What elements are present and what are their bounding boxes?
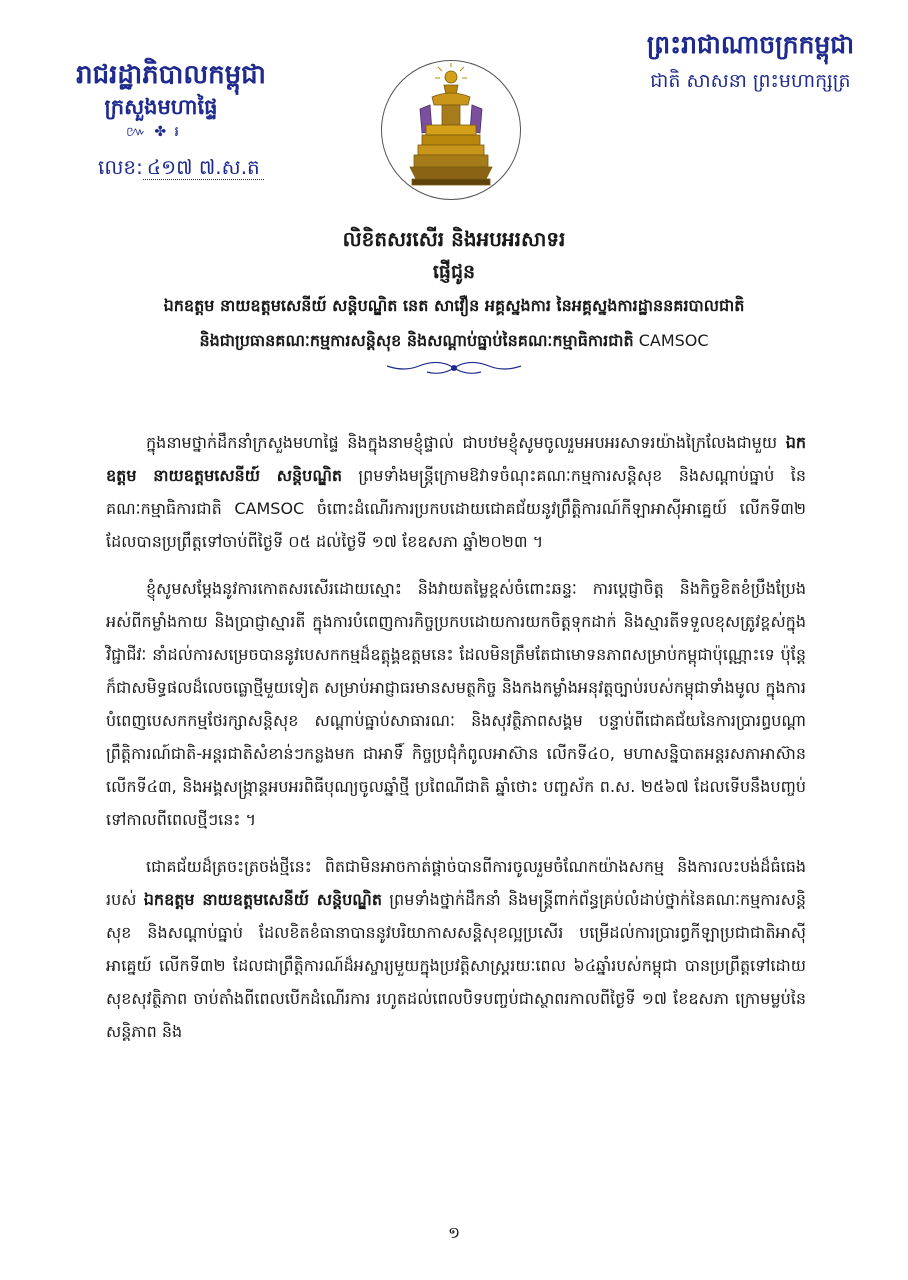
reference-value: ៤១៧ ៧.ស.ត <box>143 155 264 180</box>
government-name: រាជរដ្ឋាភិបាលកម្ពុជា <box>76 60 266 90</box>
title-recipient: ឯកឧត្តម នាយឧត្តមសេនីយ៍ សន្តិបណ្ឌិត នេត សាវឿន អគ្គស្នងការ នៃអគ្គស្នងការដ្ឋាននគរបាលជាតិ <box>163 296 745 315</box>
paragraph-appreciation: ខ្ញុំសូមសម្តែងនូវការកោតសរសើរដោយស្មោះ និងវាយតម្លៃខ្ពស់ចំពោះឆន្ទៈ ការប្តេជ្ញាចិត្ត និងកិច្ចខិតខំប្រឹងប្រែងអស់ពីកម្លាំងកាយ និងប្រាជ្ញាស្មារតី ក្នុងការបំពេញការកិច្ចប្រកបដោយការយកចិត្តទុកដាក់ និងស្មារតីទទួលខុសត្រូវខ្ពស់ក្នុងវិជ្ជាជីវៈ នាំដល់ការសម្រេចបាននូវបេសកកម្មដ៏ឧត្តុង្គឧត្តមនេះ ដែលមិនត្រឹមតែជាមោទនភាពសម្រាប់កម្ពុជាប៉ុណ្ណោះទេ ប៉ុន្តែក៏ជាសមិទ្ធផលដ៏លេចធ្លោថ្មីមួយទៀត សម្រាប់អាជ្ញាធរមានសមត្ថកិច្ច និងកងកម្លាំងអនុវត្តច្បាប់របស់កម្ពុជាទាំងមូល ក្នុងការបំពេញបេសកកម្មថែរក្សាសន្តិសុខ សណ្តាប់ធ្នាប់សាធារណៈ និងសុវត្ថិភាពសង្គម បន្ទាប់ពីជោគជ័យនៃការប្រារព្ធបណ្តាព្រឹត្តិការណ៍ជាតិ-អន្តរជាតិសំខាន់ៗកន្លងមក ជាអាទិ៍ កិច្ចប្រជុំកំពូលអាស៊ាន លើកទី៤០, មហាសន្និបាតអន្តរសភាអាស៊ាន លើកទី៤៣, និងអង្គសង្ក្រាន្តអបអរពិធីបុណ្យចូលឆ្នាំថ្មី ប្រពៃណីជាតិ ឆ្នាំថោះ បញ្ចស័ក ព.ស. ២៥៦៧ ដែលទើបនឹងបញ្ចប់ទៅកាលពីពេលថ្មីៗនេះ ។ <box>106 579 806 829</box>
ministry-header <box>56 58 306 142</box>
letter-title <box>60 222 848 358</box>
paragraph-success <box>106 850 806 1048</box>
reference-number <box>98 152 264 182</box>
title-addressed-to: ផ្ញើជូន <box>432 261 476 283</box>
letter-body <box>106 426 806 1062</box>
header-ornament: ៚ ✤ ៛ <box>126 124 181 140</box>
p1-text-end: ព្រមទាំងមន្ត្រីក្រោមឱវាទចំណុះគណៈកម្មការសន្តិសុខ និងសណ្តាប់ធ្នាប់ នៃគណៈកម្មាធិការជាតិ CAMSOC ចំពោះដំណើរការប្រកបដោយជោគជ័យនូវព្រឹត្តិការណ៍កីឡាអាស៊ីអាគ្នេយ៍ លើកទី៣២ ដែលបានប្រព្រឹត្តទៅចាប់ពីថ្ងៃទី ០៥ ដល់ថ្ងៃទី ១៧ ខែឧសភា ឆ្នាំ២០២៣ ។ <box>106 466 806 551</box>
ministry-name: ក្រសួងមហាផ្ទៃ <box>104 95 218 119</box>
paragraph-congratulations <box>106 426 806 558</box>
p1-honorific: ឯកឧត្តម នាយឧត្តមសេនីយ៍ សន្តិបណ្ឌិត <box>106 433 806 485</box>
title-role-text: និងជាប្រធានគណៈកម្មការសន្តិសុខ និងសណ្តាប់ធ្នាប់នៃគណៈកម្មាធិការជាតិ <box>199 331 634 350</box>
national-motto: ជាតិ សាសនា ព្រះមហាក្សត្រ <box>650 70 851 92</box>
title-letter-type: លិខិតសរសើរ និងអបអរសាទរ <box>342 227 566 251</box>
p3-text-end: ព្រមទាំងថ្នាក់ដឹកនាំ និងមន្ត្រីពាក់ព័ន្ធគ្រប់លំដាប់ថ្នាក់នៃគណៈកម្មការសន្តិសុខ និងសណ្តាប់ធ្នាប់ ដែលខិតខំធានាបាននូវបរិយាកាសសន្តិសុខល្អប្រសើរ បម្រើដល់ការប្រារព្ធកីឡាប្រជាជាតិអាស៊ីអាគ្នេយ៍ លើកទី៣២ ដែលជាព្រឹត្តិការណ៍ដ៏អស្ចារ្យមួយក្នុងប្រវត្តិសាស្ត្ររយៈពេល ៦៤ឆ្នាំរបស់កម្ពុជា បានប្រព្រឹត្តទៅដោយសុខសុវត្ថិភាព ចាប់តាំងពីពេលបើកដំណើរការ រហូតដល់ពេលបិទបញ្ចប់ជាស្ថាពរកាលពីថ្ងៃទី ១៧ ខែឧសភា ក្រោមម្លប់នៃសន្តិភាព និង <box>106 890 806 1041</box>
p3-honorific: ឯកឧត្តម នាយឧត្តមសេនីយ៍ សន្តិបណ្ឌិត <box>143 890 382 909</box>
kingdom-name: ព្រះរាជាណាចក្រកម្ពុជា <box>646 30 854 59</box>
title-role-acronym: CAMSOC <box>638 331 709 350</box>
kingdom-header <box>647 26 854 98</box>
royal-emblem-icon <box>381 60 521 200</box>
p3-text-start: ជោគជ័យដ៏ត្រចះត្រចង់ថ្មីនេះ ពិតជាមិនអាចកាត់ផ្តាច់បានពីការចូលរួមចំណែកយ៉ាងសកម្ម និងការលះបង់ដ៏ធំធេងរបស់ <box>106 857 806 909</box>
floral-divider-icon <box>379 356 529 380</box>
reference-label: លេខ: <box>98 155 143 179</box>
p1-text-start: ក្នុងនាមថ្នាក់ដឹកនាំក្រសួងមហាផ្ទៃ និងក្នុងនាមខ្ញុំផ្ទាល់ ជាបឋមខ្ញុំសូមចូលរួមអបអរសាទរយ៉ាងក្រៃលែងជាមួយ <box>146 433 778 452</box>
title-recipient-role <box>60 324 848 358</box>
page-number: ១ <box>447 1223 461 1242</box>
